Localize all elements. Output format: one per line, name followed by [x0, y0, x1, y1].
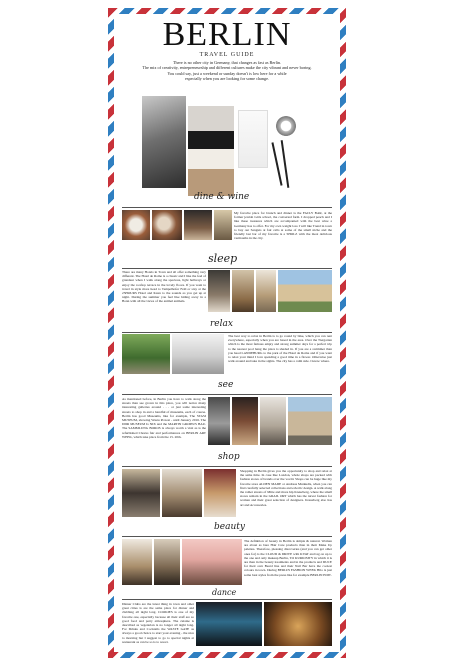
page-subtitle: TRAVEL GUIDE	[199, 52, 255, 58]
dine-photo-restaurant	[214, 210, 232, 240]
relax-photo-gallery	[172, 334, 224, 374]
section-heading-beauty: beauty	[214, 522, 245, 532]
section-rule	[122, 599, 332, 600]
see-photo-art	[232, 397, 258, 445]
see-photo-building	[288, 397, 332, 445]
hero-pen	[281, 140, 290, 188]
beauty-photo-nailbar	[182, 539, 242, 585]
shop-paragraph: Shopping in Berlin gives you the opportunity to shop and relax at the same time. In case like London, whole shops are packed with fashion stores of brands over the world. Shops can be huge like my favorite store ALDEN MADE or Andreas Murkudis, when you can find carefully selected collections and eclectic design. A walk along the rather streets of Mitte and more hip Kreuzberg, where the small stores remain in the GRAIL ORT which has the nicest fashion for women and their great selection of designers. Kreuzberg also has art and Accessories.	[240, 469, 332, 507]
intro-line: There is no other city in Germany, that changes as fast as Berlin.	[172, 60, 282, 65]
intro-text	[128, 60, 326, 82]
intro-line: especially when you are looking for some change.	[185, 76, 269, 82]
relax-text	[228, 334, 332, 374]
page-title: BERLIN	[162, 16, 292, 53]
dance-text	[122, 602, 194, 646]
beauty-text	[244, 539, 332, 585]
dine-text	[234, 211, 332, 245]
see-paragraph: As mentioned before, in Berlin you have to walk along the streets than see grown in this place, you will notice many interesting galleries around . . . or just some interesting streets to shop in and a handful of museums, each of course. Berlin has good Museums, like for example, The STASI MUSEUM, showing Wastu Protest - until January 2016. The DDR MUSEUM Is NIX and the MARTIN GROPIUS BAU. The SAMMLUNG BOROS is always worth a visit as is the refurbished Chorus fair and performances on BERLIN ART WEEK, which take place from the 15. 20th.	[122, 397, 206, 439]
see-photo-museum	[260, 397, 286, 445]
hero-photo-sketch	[238, 110, 268, 168]
dine-photo-bowl	[152, 210, 182, 240]
see-text	[122, 397, 206, 445]
shop-photo-rack	[204, 469, 236, 517]
section-heading-dine: dine & wine	[194, 192, 250, 202]
section-heading-see: see	[218, 380, 234, 390]
hero-photo-watch	[276, 116, 296, 136]
intro-line: You could say, just a weekend or sunday doesn't is low here for a while	[167, 70, 287, 76]
guide-page	[114, 14, 340, 652]
section-heading-dance: dance	[212, 588, 237, 597]
intro-line: The mix of creativity, entrepreneurship and different cultures make the city vibrant and never boring.	[142, 65, 312, 71]
section-heading-shop: shop	[218, 452, 240, 462]
section-rule	[122, 332, 332, 333]
dine-photo-wine	[184, 210, 212, 240]
section-rule	[122, 466, 332, 467]
hero-photo-woman	[188, 106, 234, 196]
sleep-photo-lobby	[232, 270, 254, 312]
sleep-text	[122, 270, 206, 310]
section-rule	[122, 207, 332, 208]
sleep-photo-hotel	[278, 270, 332, 312]
sleep-photo-stairs	[208, 270, 230, 312]
shop-photo-store	[122, 469, 160, 517]
see-photo-street	[208, 397, 230, 445]
beauty-paragraph: The definition of beauty in Berlin is simple & natural. Women are about as bare Hair Care products than in their Make Up palettes. Therefore, pleasing discoveries (and you can get other ones for) is the CLOUD & DRIVE with KVAT and tag on up to the one and only makeup Berlin, TO KURIOSITY in which it is are then in the beauty treatments and in the products and DUCE for their own Beard line and their Nail Bar have the coolest colours in town. During BERLIN FASHION WEEK Hilo is just some best styles from the press like for example BERLIN EDIT.	[244, 539, 332, 577]
section-rule	[122, 394, 332, 395]
beauty-photo-salon	[122, 539, 152, 585]
sleep-paragraph: There are many Hotels in Town and all offer something very different. The Hotel de Rome is a classic and I like the feel of grandeur when I walk along the spacious, light hallways or enjoy the rooftop terrace in the lovely floors. If you want to travel in style more head to Tempelhofer Feld or stay at the 25HOURS Hotel and listen to the sounds as you get up at night. During the summer you feel like hiding away in a Bonn with all the views of the animal animals.	[122, 270, 206, 304]
sleep-photo-room	[256, 270, 276, 312]
section-heading-sleep: sleep	[208, 252, 238, 265]
section-rule	[122, 536, 332, 537]
section-heading-relax: relax	[210, 319, 233, 329]
shop-text	[240, 469, 332, 517]
beauty-photo-products	[154, 539, 180, 585]
relax-paragraph: The best way to relax in Berlin is to go round by bike, which you can rent everywhere, especially when you are based in the area. Over the Tiergarten which is the most famous empty and strong summer days for a perfect trip to the nearest pool hang the place is shaded in. If you are a swimmer than you head LANDEBURG to the park of the Hotel de Rome and if you want to relax your mind I love spending a good time in a flower. Otherwise just walk around and take in the sights. The city has a calm side. I know where.	[228, 334, 332, 364]
dine-photo-plate	[122, 210, 150, 240]
shop-photo-shelves	[162, 469, 202, 517]
dance-paragraph: Dinner Clubs are the latest thing in town and other great cities is are the same place for dinner and clubbing all night long. COOKIES is one of my favorite one, especially because all their staff are so good food and party atmosphere. The cuisine is described as vegetarian is no longer all night long. For Drinks and Cocktails the WASTE GATE as always a good choice to start your evening - the nice to morning but I suggest to go to special nights at restaurant as can be so is to resort.	[122, 602, 194, 644]
hero-photo-store	[142, 96, 186, 188]
relax-photo-park	[122, 334, 170, 374]
dance-photo-bar	[196, 602, 262, 646]
section-rule	[122, 268, 332, 269]
dine-paragraph: My favorite place for brunch and dinner is the FACLY BAR, at the former jewish Girls school, the converted farm. I dropped peach and I like these treasures which are accompanied with the best wine a Germany has to offer. For my own weight loss I will like Trend in town to buy out Sanguis at fair calls at some of the small niche and the friendly last bar of my favorite is a SHOLZ with the most delicious vermouths in the city.	[234, 211, 332, 241]
dance-photo-dinner	[264, 602, 332, 646]
